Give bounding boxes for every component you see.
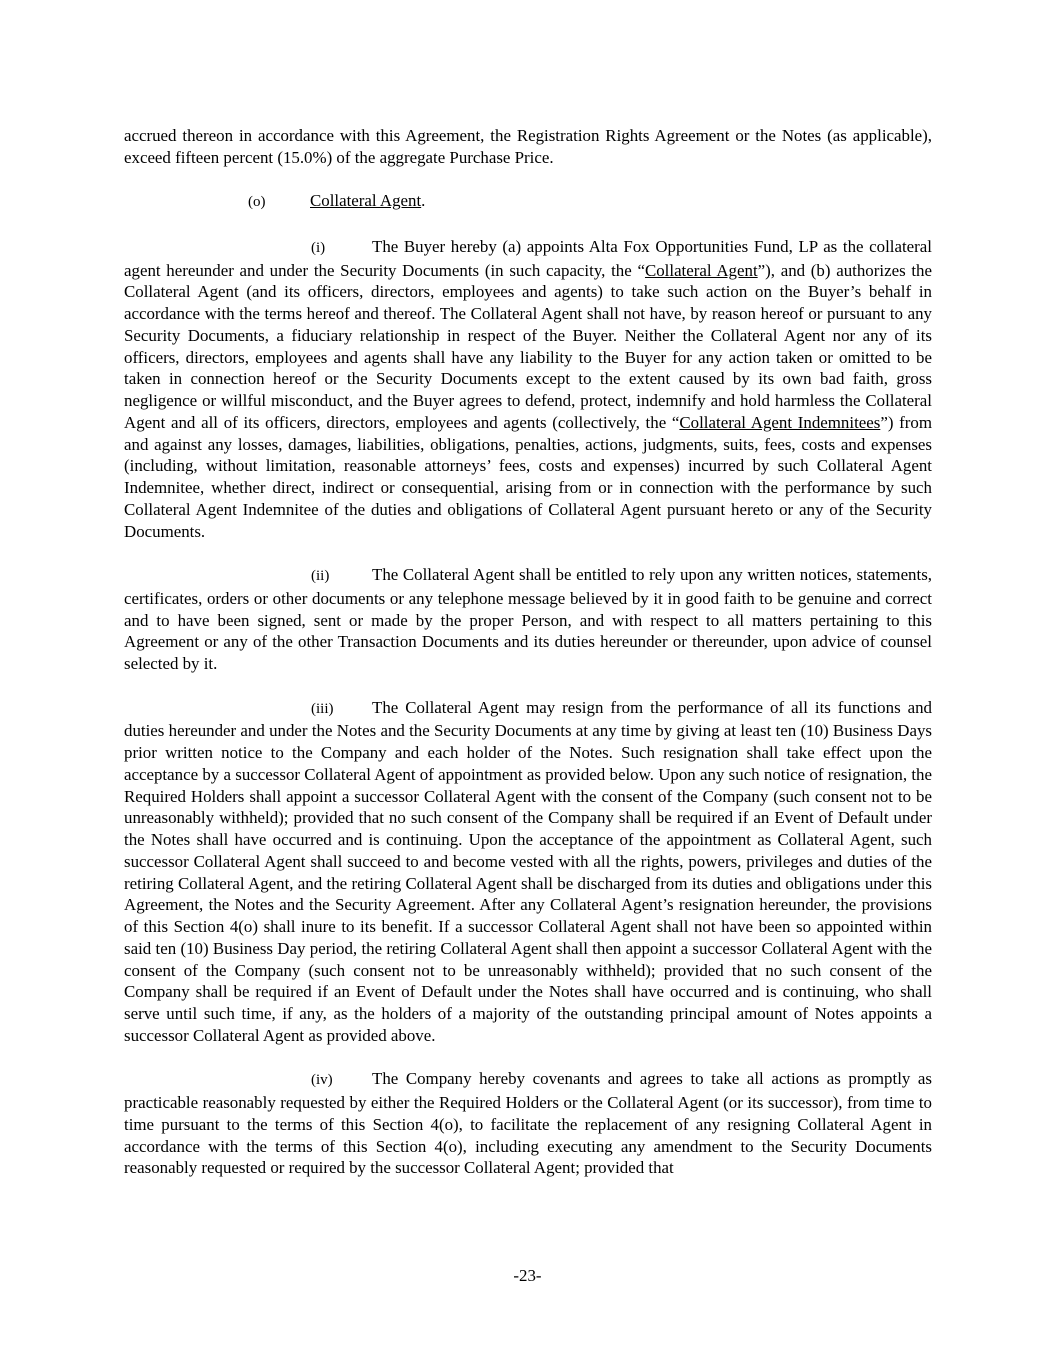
subsection-iii-text: The Collateral Agent may resign from the performance of all its functions and duties hereunder and under the Notes and the Security Documents at any time by giving at least ten (10) Business Days prior written notice to the Company and each holder of the Notes. Such resignation shall take effect upon the acceptance by a successor Collateral Agent of appointment as provided below. Upon any such notice of resignation, the Required Holders shall appoint a successor Collateral Agent with the consent of the Company (such consent not to be unreasonably withheld); provided that no such consent of the Company shall be required if an Event of Default under the Notes shall have occurred and is continuing. Upon the acceptance of the appointment as Collateral Agent, such successor Collateral Agent shall succeed to and become vested with all the rights, powers, privileges and duties of the retiring Collateral Agent, and the retiring Collateral Agent shall be discharged from its duties and obligations under this Agreement, the Notes and the Security Agreement. After any Collateral Agent’s resignation hereunder, the provisions of this Section 4(o) shall inure to its benefit. If a successor Collateral Agent shall not have been so appointed within said ten (10) Business Day period, the retiring Collateral Agent shall then appoint a successor Collateral Agent with the consent of the Company (such consent not to be unreasonably withheld); provided that no such consent of the Company shall be required if an Event of Default under the Notes shall have occurred and is continuing, who shall serve until such time, if any, as the holders of a majority of the outstanding principal amount of Notes appoints a successor Collateral Agent as provided above.: [124, 697, 932, 1045]
defined-term-collateral-agent: Collateral Agent: [644, 260, 758, 280]
subsection-ii: [124, 564, 932, 675]
defined-term-collateral-agent-indemnitees: Collateral Agent Indemnitees: [679, 412, 881, 432]
subsection-ii-number: (ii): [311, 568, 330, 584]
continued-paragraph: accrued thereon in accordance with this Agreement, the Registration Rights Agreement or the Notes (as applicable), exceed fifteen percent (15.0%) of the aggregate Purchase Price.: [124, 126, 932, 167]
section-o-heading: [248, 190, 932, 214]
subsection-iii: [124, 697, 932, 1047]
section-o-title-period: .: [421, 191, 426, 211]
subsection-i-text-c: ”) from and against any losses, damages, liabilities, obligations, penalties, actions, judgments, suits, fees, costs and expenses (including, without limitation, reasonable attorneys’ fees, costs and expenses) incurred by such Collateral Agent Indemnitee, whether direct, indirect or consequential, arising from or in connection with the performance by such Collateral Agent Indemnitee of the duties and obligations of Collateral Agent pursuant hereto or any of the Security Documents.: [124, 412, 932, 541]
subsection-i-number: (i): [311, 239, 326, 256]
subsection-ii-text: The Collateral Agent shall be entitled to rely upon any written notices, statements, certificates, orders or other documents or any telephone message believed by it in good faith to be genuine and correct and to have been signed, sent or made by the proper Person, and with respect to all matters pertaining to this Agreement or any of the other Transaction Documents and its duties hereunder or thereunder, upon advice of counsel selected by it.: [124, 565, 932, 673]
subsection-iv-text: The Company hereby covenants and agrees to take all actions as promptly as practicable reasonably requested by either the Required Holders or the Collateral Agent (or its successor), from time to time pursuant to the terms of this Section 4(o), to facilitate the replacement of any resigning Collateral Agent in accordance with the terms of this Section 4(o), including executing any amendment to the Security Documents reasonably requested or required by the successor Collateral Agent; provided that: [124, 1069, 932, 1178]
section-o-title: Collateral Agent: [310, 191, 422, 211]
subsection-iv-number: (iv): [311, 1072, 333, 1089]
subsection-iii-number: (iii): [311, 700, 334, 717]
page-number: -23-: [513, 1266, 542, 1285]
subsection-iv: [124, 1068, 932, 1179]
section-o-number: (o): [248, 194, 266, 211]
subsection-i-text-b: ”), and (b) authorizes the Collateral Agent (and its officers, directors, employees and agents) to take such action on the Buyer’s behalf in accordance with the terms hereof and thereof. The Collateral Agent shall not have, by reason hereof or pursuant to any Security Documents, a fiduciary relationship in respect of the Buyer. Neither the Collateral Agent nor any of its officers, directors, employees and agents shall have any liability to the Buyer for any action taken or omitted to be taken in connection hereof or the Security Documents except to the extent caused by its own bad faith, gross negligence or willful misconduct, and the Buyer agrees to defend, protect, indemnify and hold harmless the Collateral Agent and all of its officers, directors, employees and agents (collectively, the “: [124, 260, 932, 432]
subsection-i: [124, 236, 932, 543]
subsection-i-text-a: The Buyer hereby (a) appoints Alta Fox Opportunities Fund, LP as the collateral agent hereunder and under the Security Documents (in such capacity, the “: [124, 236, 932, 280]
document-body: [124, 125, 932, 1179]
